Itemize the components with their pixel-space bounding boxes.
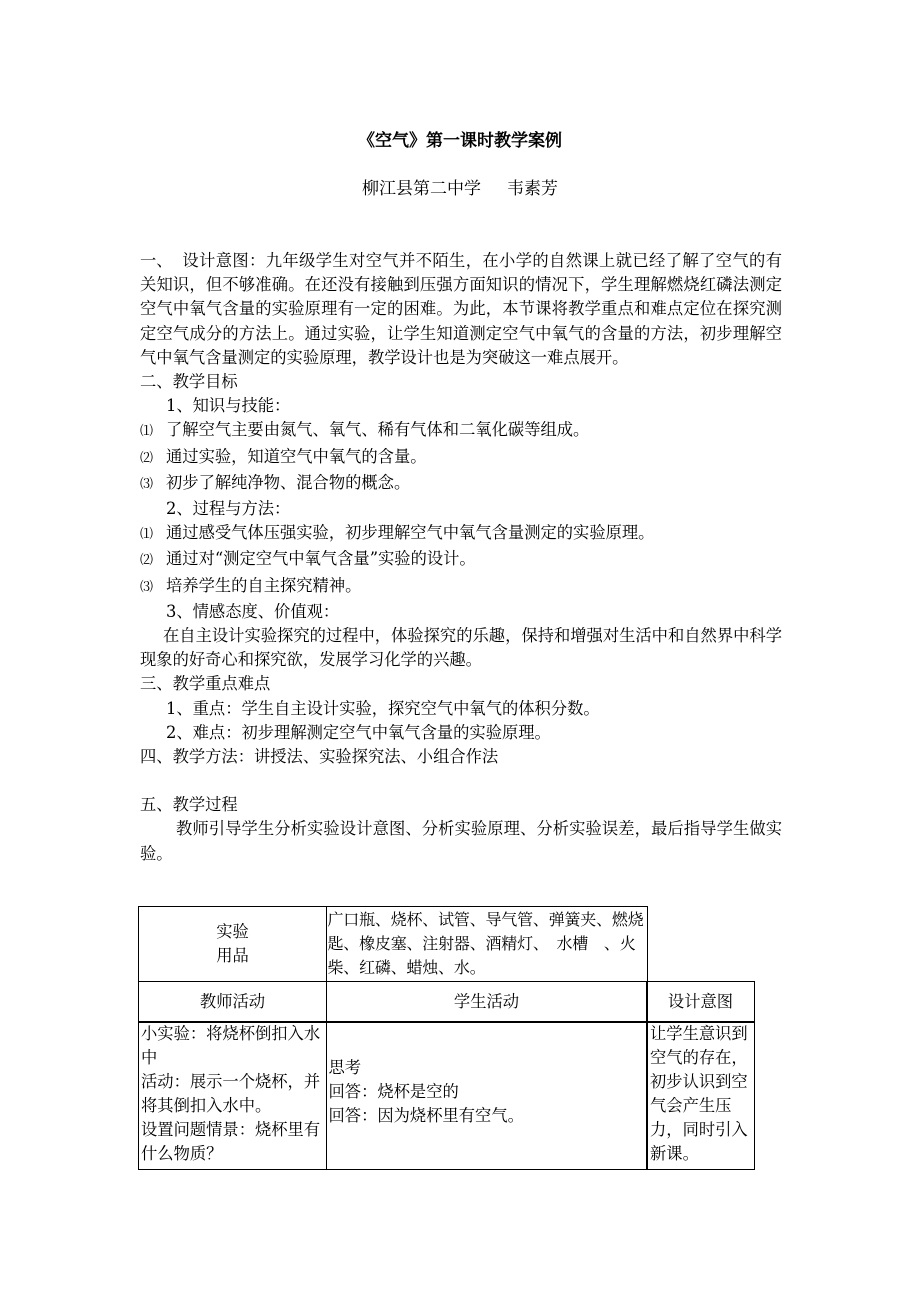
section-heading-key-points: 三、教学重点难点 [140,674,271,694]
section-design-intent [140,249,782,370]
objective-process-label: 2、过程与方法： [166,499,291,519]
objective-item [140,445,782,471]
objective-item [140,521,782,547]
student-activity-line: 回答：烧杯是空的 [328,1082,459,1101]
item-text: 培养学生的自主探究精神。 [166,575,362,595]
objective-knowledge-label: 1、知识与技能： [166,396,291,416]
materials-label-line: 实验 [216,922,249,941]
lesson-table [138,906,755,1170]
materials-cell: 广口瓶、烧杯、试管、导气管、弹簧夹、燃烧匙、橡皮塞、注射器、酒精灯、 水槽 、火柴、红磷、蜡烛、水。 [326,906,648,982]
item-number: ⑴ [140,424,154,440]
author-name: 韦素芳 [507,179,558,199]
student-activity-line: 思考 [328,1058,362,1077]
author-line [0,177,920,201]
student-activity-line: 回答：因为烧杯里有空气。 [328,1106,524,1125]
section-number: 一、 [140,251,173,270]
item-text: 通过实验，知道空气中氧气的含量。 [166,446,427,466]
header-student-activity: 学生活动 [326,981,648,1023]
student-activity-cell [326,1021,648,1170]
item-number: ⑴ [140,527,154,543]
objective-item [140,547,782,573]
header-design-intent: 设计意图 [646,981,755,1023]
objective-attitude-text: 在自主设计实验探究的过程中，体验探究的乐趣，保持和增强对生活中和自然界中科学现象的好奇心和探究欲，发展学习化学的兴趣。 [140,626,782,670]
item-number: ⑵ [140,450,154,466]
key-point-item: 2、难点：初步理解测定空气中氧气含量的实验原理。 [166,722,551,742]
objective-item [140,471,782,497]
objective-item [140,418,782,444]
teacher-activity-line: 小实验：将烧杯倒扣入水中 [141,1024,321,1067]
objective-attitude-label: 3、情感态度、价值观： [166,601,340,621]
materials-label-cell [138,906,327,982]
section-process-text: 教师引导学生分析实验设计意图、分析实验原理、分析实验误差，最后指导学生做实验。 [140,819,782,863]
section-heading-methods: 四、教学方法：讲授法、实验探究法、小组合作法 [140,747,499,767]
section-heading-process: 五、教学过程 [140,795,238,815]
header-teacher-activity: 教师活动 [138,981,327,1023]
key-point-item: 1、重点：学生自主设计实验，探究空气中氧气的体积分数。 [166,698,600,718]
item-number: ⑵ [140,553,154,569]
blank-line [140,769,782,793]
item-text: 了解空气主要由氮气、氧气、稀有气体和二氧化碳等组成。 [166,420,590,440]
teacher-activity-cell [138,1021,327,1170]
section-design-intent-text: 设计意图：九年级学生对空气并不陌生，在小学的自然课上就已经了解了空气的有关知识，但不够准确。在还没有接触到压强方面知识的情况下，学生理解燃烧红磷法测定空气中氧气含量的实验原理有一定的困难。为此，本节课将教学重点和难点定位在探究测定空气成分的方法上。通过实验，让学生知道测定空气中氧气的含量的方法，初步理解空气中氧气含量测定的实验原理，教学设计也是为突破这一难点展开。 [140,251,782,367]
teacher-activity-line: 活动：展示一个烧杯，并将其倒扣入水中。 [141,1072,321,1115]
section-heading-objectives: 二、教学目标 [140,372,238,392]
item-text: 通过感受气体压强实验，初步理解空气中氧气含量测定的实验原理。 [166,523,655,543]
item-text: 通过对“测定空气中氧气含量”实验的设计。 [166,549,476,569]
teacher-activity-line: 设置问题情景：烧杯里有什么物质？ [141,1120,321,1163]
author-school: 柳江县第二中学 [362,179,481,199]
item-number: ⑶ [140,579,154,595]
document-body [140,249,782,866]
objective-item [140,574,782,600]
item-number: ⑶ [140,476,154,492]
document-title: 《空气》第一课时教学案例 [358,131,562,151]
design-intent-cell: 让学生意识到空气的存在，初步认识到空气会产生压力，同时引入新课。 [646,1021,755,1170]
materials-label-line: 用品 [216,946,249,965]
item-text: 初步了解纯净物、混合物的概念。 [166,472,411,492]
